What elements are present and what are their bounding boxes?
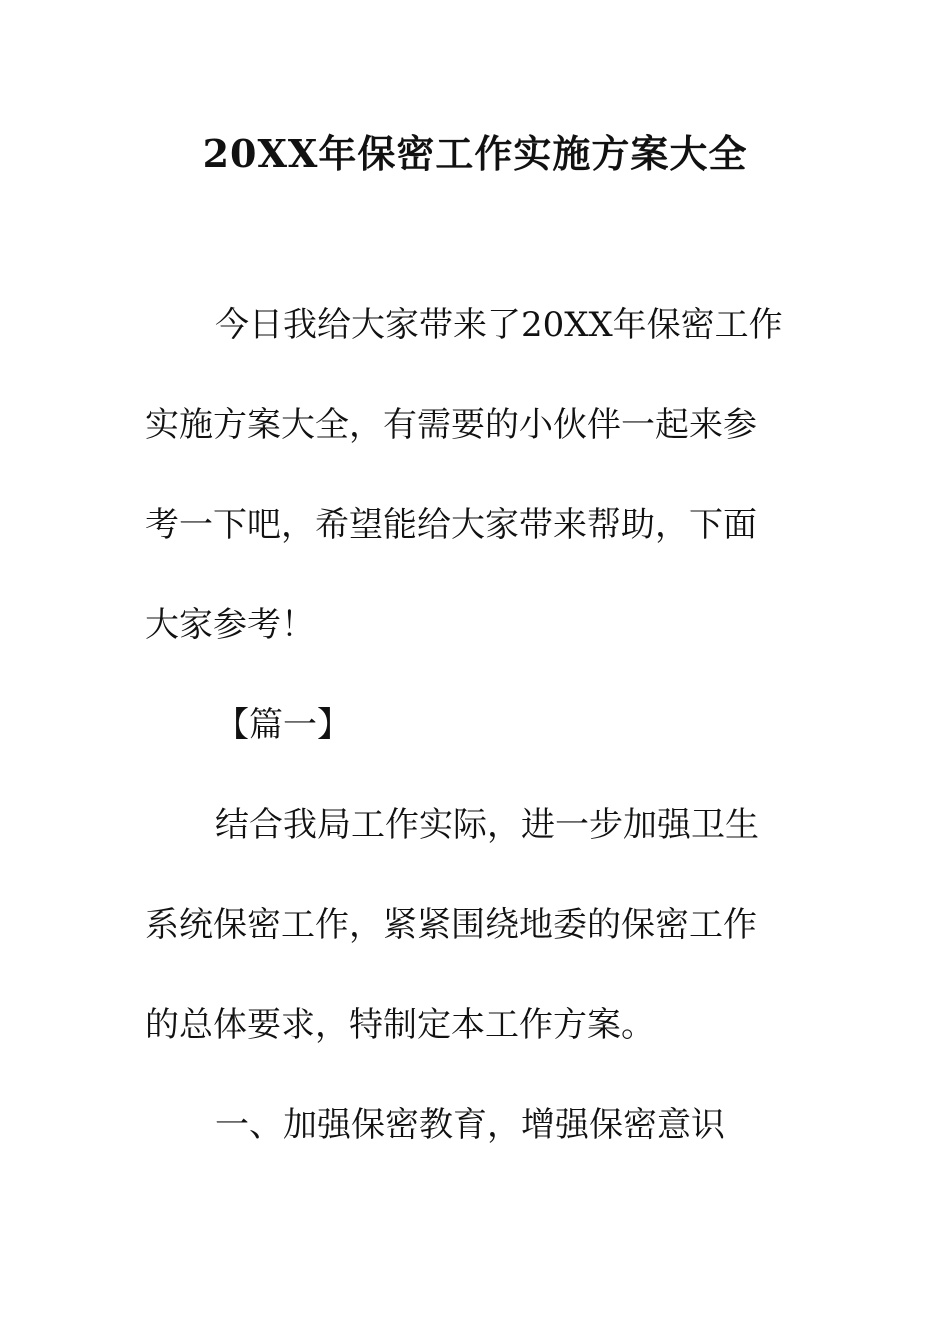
paragraph-line: 今日我给大家带来了20XX年保密工作 — [215, 305, 783, 345]
paragraph-line: 结合我局工作实际，进一步加强卫生 — [215, 805, 759, 845]
document-title: 20XX年保密工作实施方案大全 — [202, 131, 748, 176]
section-heading: 【篇一】 — [215, 705, 351, 745]
paragraph-line: 系统保密工作，紧紧围绕地委的保密工作 — [145, 905, 757, 945]
subsection-heading: 一、加强保密教育，增强保密意识 — [215, 1105, 725, 1145]
paragraph-line: 实施方案大全，有需要的小伙伴一起来参 — [145, 405, 757, 445]
paragraph-line: 的总体要求，特制定本工作方案。 — [145, 1005, 655, 1045]
paragraph-line: 大家参考！ — [145, 605, 315, 645]
paragraph-line: 考一下吧，希望能给大家带来帮助，下面 — [145, 505, 757, 545]
